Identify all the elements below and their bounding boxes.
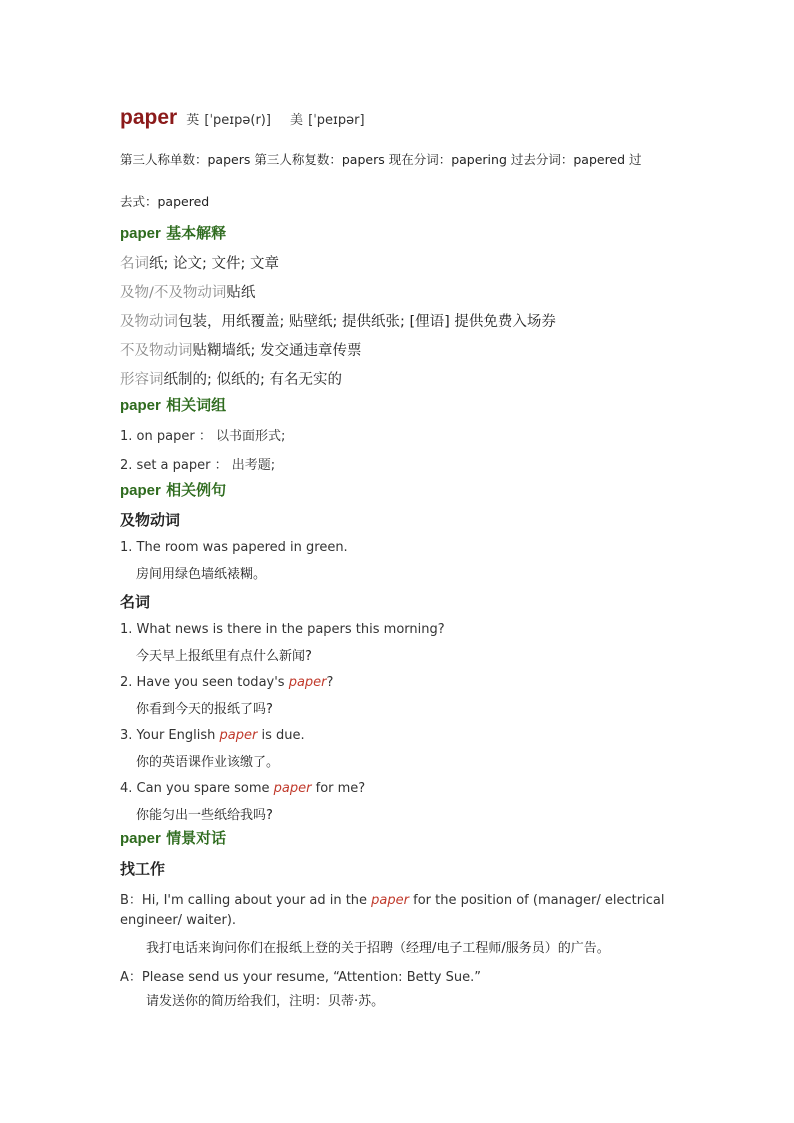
part-of-speech: 不及物动词 xyxy=(120,343,193,359)
section-word: paper xyxy=(120,482,161,499)
phrase-number: 2. xyxy=(120,458,133,473)
part-of-speech: 及物/不及物动词 xyxy=(120,285,227,301)
section-title: 相关例句 xyxy=(166,481,227,499)
definition-row xyxy=(120,368,342,389)
section-examples-heading xyxy=(120,479,226,500)
dialog-keyword: paper xyxy=(371,893,409,908)
example-text: 1. What news is there in the papers this morning? xyxy=(120,622,445,637)
phrase-en: on paper xyxy=(136,429,195,444)
dialog-line-continuation: engineer/ waiter). xyxy=(120,913,237,928)
example-sentence xyxy=(120,540,348,555)
definition-text: 纸; 论文; 文件; 文章 xyxy=(149,256,279,272)
example-text: 4. Can you spare some xyxy=(120,781,274,796)
section-phrases-heading xyxy=(120,394,226,415)
example-group-label: 名词 xyxy=(120,593,151,611)
dialog-speaker: B： xyxy=(120,893,142,908)
section-word: paper xyxy=(120,397,161,414)
inflections-line-1: 第三人称单数：papers 第三人称复数：papers 现在分词：papering 过去分词：papered 过 xyxy=(120,152,642,167)
definition-row xyxy=(120,310,556,331)
phrase-cn: 出考题; xyxy=(231,458,276,473)
section-dialog-heading xyxy=(120,827,226,848)
example-translation: 你看到今天的报纸了吗? xyxy=(136,702,273,717)
definition-row xyxy=(120,339,362,360)
headword: paper xyxy=(120,106,178,129)
example-sentence xyxy=(120,781,365,796)
dialog-line xyxy=(120,889,664,908)
phrase-separator: ： xyxy=(214,458,228,473)
inflections-line-2: 去式：papered xyxy=(120,194,210,209)
example-text: 2. Have you seen today's xyxy=(120,675,289,690)
example-text: 1. The room was papered in green. xyxy=(120,540,348,555)
headword-line xyxy=(120,106,365,130)
phrase-en: set a paper xyxy=(136,458,211,473)
dialog-text: Hi, I'm calling about your ad in the xyxy=(141,893,372,908)
part-of-speech: 名词 xyxy=(120,256,149,272)
uk-phonetic: [ˈpeɪpə(r)] xyxy=(204,113,271,128)
phrase-number: 1. xyxy=(120,429,133,444)
uk-label: 英 xyxy=(186,113,200,128)
definition-text: 包装，用纸覆盖; 贴壁纸; 提供纸张; [俚语] 提供免费入场券 xyxy=(178,314,556,330)
dialog-translation: 我打电话来询问你们在报纸上登的关于招聘（经理/电子工程师/服务员）的广告。 xyxy=(146,941,610,956)
example-sentence xyxy=(120,622,445,637)
example-translation: 房间用绿色墙纸裱糊。 xyxy=(136,567,267,582)
definition-text: 贴纸 xyxy=(226,285,256,301)
part-of-speech: 及物动词 xyxy=(120,314,178,330)
phrase-item xyxy=(120,425,285,444)
dialog-text-end: for the position of (manager/ electrical xyxy=(408,893,665,908)
dialog-speaker: A： xyxy=(120,970,142,985)
example-keyword: paper xyxy=(219,728,258,743)
definition-row xyxy=(120,252,279,273)
phrase-item xyxy=(120,454,275,473)
phrase-separator: ： xyxy=(198,429,212,444)
us-phonetic: [ˈpeɪpər] xyxy=(308,113,365,128)
part-of-speech: 形容词 xyxy=(120,372,164,388)
section-title: 基本解释 xyxy=(166,224,227,242)
phrase-cn: 以书面形式; xyxy=(215,429,286,444)
dialog-topic: 找工作 xyxy=(120,860,166,878)
definition-text: 纸制的; 似纸的; 有名无实的 xyxy=(163,372,342,388)
example-text: 3. Your English xyxy=(120,728,220,743)
example-sentence xyxy=(120,675,333,690)
us-label: 美 xyxy=(290,113,304,128)
example-translation: 你能匀出一些纸给我吗? xyxy=(136,808,273,823)
example-keyword: paper xyxy=(273,781,312,796)
dialog-translation: 请发送你的简历给我们，注明：贝蒂·苏。 xyxy=(146,994,385,1009)
example-text-end: is due. xyxy=(257,728,305,743)
example-text-end: for me? xyxy=(311,781,366,796)
example-translation: 今天早上报纸里有点什么新闻? xyxy=(136,649,312,664)
example-keyword: paper xyxy=(288,675,327,690)
section-title: 情景对话 xyxy=(166,829,227,847)
example-sentence xyxy=(120,728,305,743)
section-title: 相关词组 xyxy=(166,396,227,414)
section-word: paper xyxy=(120,830,161,847)
example-text-end: ? xyxy=(326,675,334,690)
dialog-text: Please send us your resume, “Attention: Betty Sue.” xyxy=(141,970,481,985)
example-group-label: 及物动词 xyxy=(120,511,181,529)
section-word: paper xyxy=(120,225,161,242)
dialog-line xyxy=(120,966,481,985)
definition-text: 贴糊墙纸; 发交通违章传票 xyxy=(192,343,362,359)
example-translation: 你的英语课作业该缴了。 xyxy=(136,755,280,770)
section-basic-heading xyxy=(120,222,226,243)
definition-row xyxy=(120,281,255,302)
